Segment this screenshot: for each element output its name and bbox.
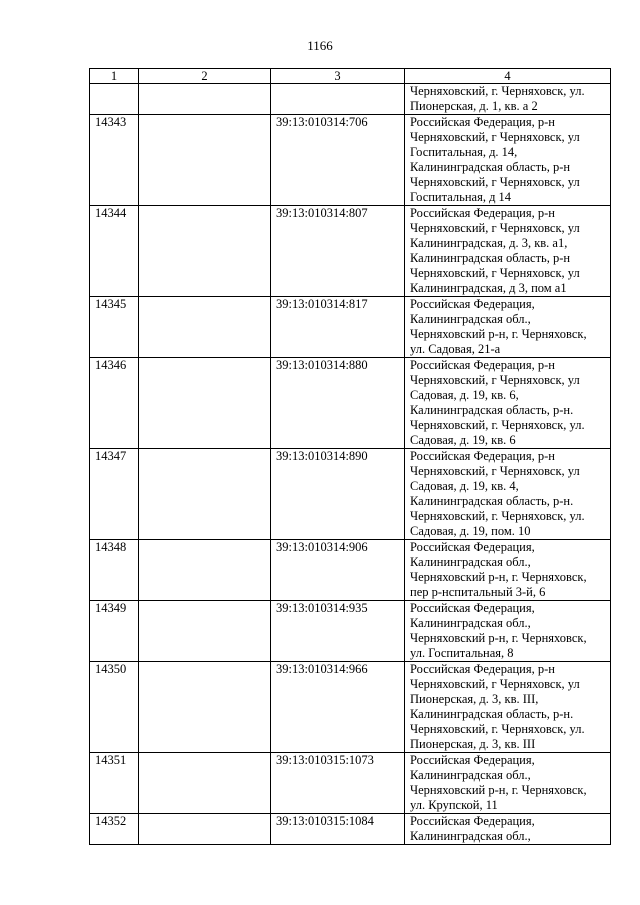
header-row [90, 69, 611, 84]
cadastral-number-cell: 39:13:010314:906 [271, 540, 405, 601]
registry-table-body [90, 69, 611, 845]
cadastral-number-cell: 39:13:010315:1073 [271, 753, 405, 814]
empty-cell [139, 814, 271, 845]
address-cell: Российская Федерация, Калининградская обл., Черняховский р-н, г. Черняховск, ул. Садовая, 21-а [405, 297, 611, 358]
address-cell: Российская Федерация, Калининградская обл., Черняховский р-н, г. Черняховск, ул. Госпитальная, 8 [405, 601, 611, 662]
empty-cell [139, 753, 271, 814]
address-cell: Российская Федерация, Калининградская обл., Черняховский р-н, г. Черняховск, ул. Крупской, 11 [405, 753, 611, 814]
cadastral-number-cell: 39:13:010314:890 [271, 449, 405, 540]
record-number-cell: 14344 [90, 206, 139, 297]
empty-cell [139, 297, 271, 358]
header-cell-2: 2 [139, 69, 271, 84]
header-cell-4: 4 [405, 69, 611, 84]
table-row [90, 601, 611, 662]
table-row [90, 540, 611, 601]
cadastral-number-cell: 39:13:010314:706 [271, 115, 405, 206]
cadastral-number-cell: 39:13:010314:880 [271, 358, 405, 449]
address-cell: Российская Федерация, р-н Черняховский, г Черняховск, ул Госпитальная, д. 14, Калининградская область, р-н Черняховский, г Черняховск, ул Госпитальная, д 14 [405, 115, 611, 206]
address-cell: Российская Федерация, Калининградская обл., [405, 814, 611, 845]
record-number-cell: 14348 [90, 540, 139, 601]
record-number-cell: 14343 [90, 115, 139, 206]
table-row [90, 297, 611, 358]
record-number-cell: 14345 [90, 297, 139, 358]
record-number-cell: 14346 [90, 358, 139, 449]
registry-table [89, 68, 611, 845]
record-number-cell: 14350 [90, 662, 139, 753]
empty-cell [139, 601, 271, 662]
empty-cell [139, 358, 271, 449]
address-cell: Российская Федерация, р-н Черняховский, г Черняховск, ул Садовая, д. 19, кв. 6, Калининградская область, р-н. Черняховский, г. Черняховск, ул. Садовая, д. 19, кв. 6 [405, 358, 611, 449]
address-cell: Российская Федерация, Калининградская обл., Черняховский р-н, г. Черняховск, пер р-нспитальный 3-й, 6 [405, 540, 611, 601]
header-cell-3: 3 [271, 69, 405, 84]
empty-cell [139, 662, 271, 753]
cadastral-number-cell [271, 84, 405, 115]
record-number-cell [90, 84, 139, 115]
table-row [90, 84, 611, 115]
table-row [90, 358, 611, 449]
empty-cell [139, 115, 271, 206]
page-number: 1166 [307, 38, 333, 53]
empty-cell [139, 206, 271, 297]
address-cell: Российская Федерация, р-н Черняховский, г Черняховск, ул Садовая, д. 19, кв. 4, Калининградская область, р-н. Черняховский, г. Черняховск, ул. Садовая, д. 19, пом. 10 [405, 449, 611, 540]
cadastral-number-cell: 39:13:010314:966 [271, 662, 405, 753]
table-row [90, 449, 611, 540]
record-number-cell: 14352 [90, 814, 139, 845]
empty-cell [139, 540, 271, 601]
record-number-cell: 14349 [90, 601, 139, 662]
record-number-cell: 14351 [90, 753, 139, 814]
address-cell: Российская Федерация, р-н Черняховский, г Черняховск, ул Пионерская, д. 3, кв. III, Калининградская область, р-н. Черняховский, г. Черняховск, ул. Пионерская, д. 3, кв. III [405, 662, 611, 753]
table-row [90, 662, 611, 753]
cadastral-number-cell: 39:13:010314:935 [271, 601, 405, 662]
cadastral-number-cell: 39:13:010314:817 [271, 297, 405, 358]
empty-cell [139, 84, 271, 115]
record-number-cell: 14347 [90, 449, 139, 540]
table-row [90, 206, 611, 297]
header-cell-1: 1 [90, 69, 139, 84]
cadastral-number-cell: 39:13:010315:1084 [271, 814, 405, 845]
table-row [90, 814, 611, 845]
table-row [90, 753, 611, 814]
address-cell: Черняховский, г. Черняховск, ул. Пионерская, д. 1, кв. а 2 [405, 84, 611, 115]
address-cell: Российская Федерация, р-н Черняховский, г Черняховск, ул Калининградская, д. 3, кв. а1, Калининградская область, р-н Черняховский, г Черняховск, ул Калининградская, д 3, пом а1 [405, 206, 611, 297]
empty-cell [139, 449, 271, 540]
table-row [90, 115, 611, 206]
cadastral-number-cell: 39:13:010314:807 [271, 206, 405, 297]
